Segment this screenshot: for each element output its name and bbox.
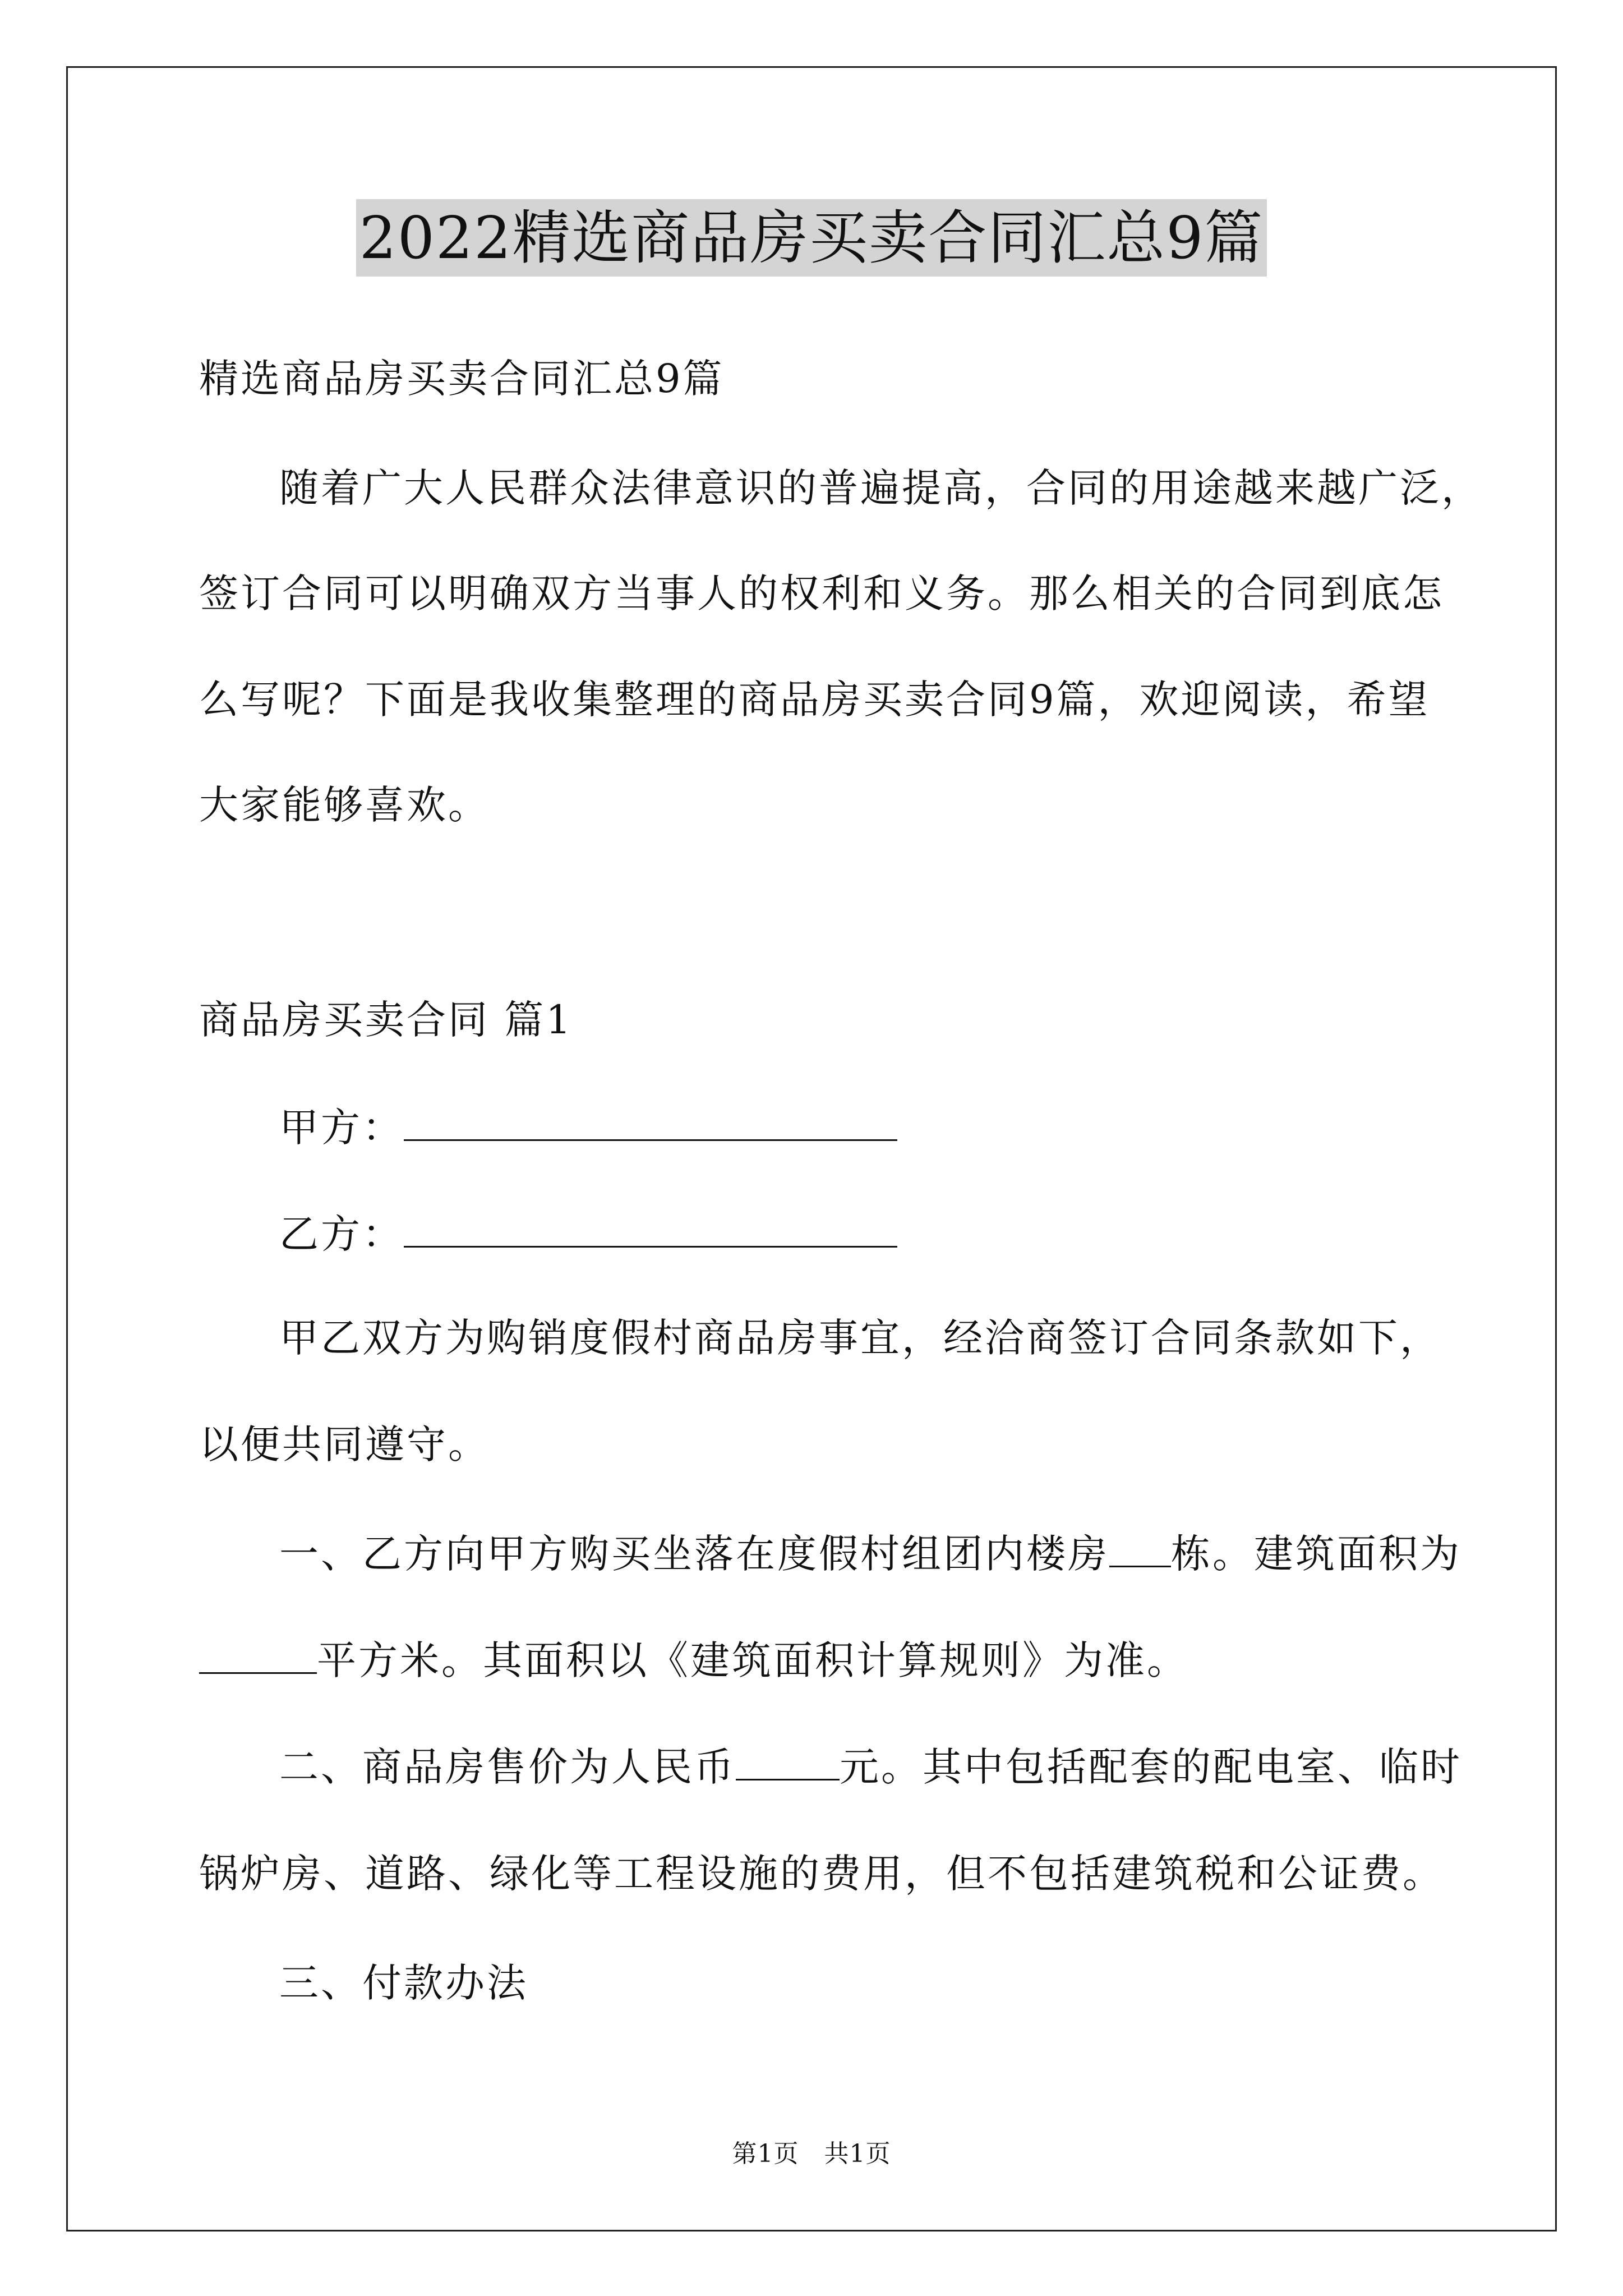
area-blank bbox=[199, 1637, 317, 1674]
intro-line-4: 大家能够喜欢。 bbox=[199, 782, 490, 828]
title-container bbox=[0, 199, 1623, 277]
clause3-line: 三、付款办法 bbox=[279, 1960, 528, 2006]
page-footer: 第1页 共1页 bbox=[732, 2139, 891, 2168]
section-heading: 商品房买卖合同 篇1 bbox=[199, 997, 573, 1043]
clause2-text-1: 二、商品房售价为人民币 bbox=[279, 1744, 736, 1790]
party-b-blank bbox=[404, 1211, 897, 1248]
price-blank bbox=[736, 1744, 840, 1780]
clause1-text-1: 一、乙方向甲方购买坐落在度假村组团内楼房 bbox=[279, 1531, 1109, 1577]
document-subtitle: 精选商品房买卖合同汇总9篇 bbox=[199, 356, 725, 402]
intro-line-3: 么写呢？下面是我收集整理的商品房买卖合同9篇，欢迎阅读，希望 bbox=[199, 677, 1430, 723]
intro-line-2: 签订合同可以明确双方当事人的权利和义务。那么相关的合同到底怎 bbox=[199, 570, 1444, 616]
party-a-blank bbox=[404, 1105, 897, 1141]
preamble-line-2: 以便共同遵守。 bbox=[199, 1421, 490, 1467]
clause1-text-2: 栋。建筑面积为 bbox=[1171, 1531, 1461, 1577]
clause1-line-1 bbox=[279, 1529, 1461, 1579]
intro-line-1: 随着广大人民群众法律意识的普遍提高，合同的用途越来越广泛， bbox=[279, 465, 1483, 511]
clause1-line-2 bbox=[199, 1635, 1188, 1686]
party-a-line bbox=[279, 1102, 897, 1153]
document-title: 2022精选商品房买卖合同汇总9篇 bbox=[356, 199, 1267, 277]
clause2-text-2: 元。其中包括配套的配电室、临时 bbox=[840, 1744, 1462, 1790]
party-b-label: 乙方： bbox=[279, 1211, 404, 1257]
preamble-line-1: 甲乙双方为购销度假村商品房事宜，经洽商签订合同条款如下， bbox=[279, 1315, 1441, 1361]
building-number-blank bbox=[1109, 1531, 1171, 1567]
clause2-line-2: 锅炉房、道路、绿化等工程设施的费用，但不包括建筑税和公证费。 bbox=[199, 1851, 1444, 1897]
party-a-label: 甲方： bbox=[279, 1105, 404, 1151]
clause1-text-3: 平方米。其面积以《建筑面积计算规则》为准。 bbox=[317, 1637, 1188, 1683]
party-b-line bbox=[279, 1209, 897, 1259]
clause2-line-1 bbox=[279, 1742, 1462, 1792]
